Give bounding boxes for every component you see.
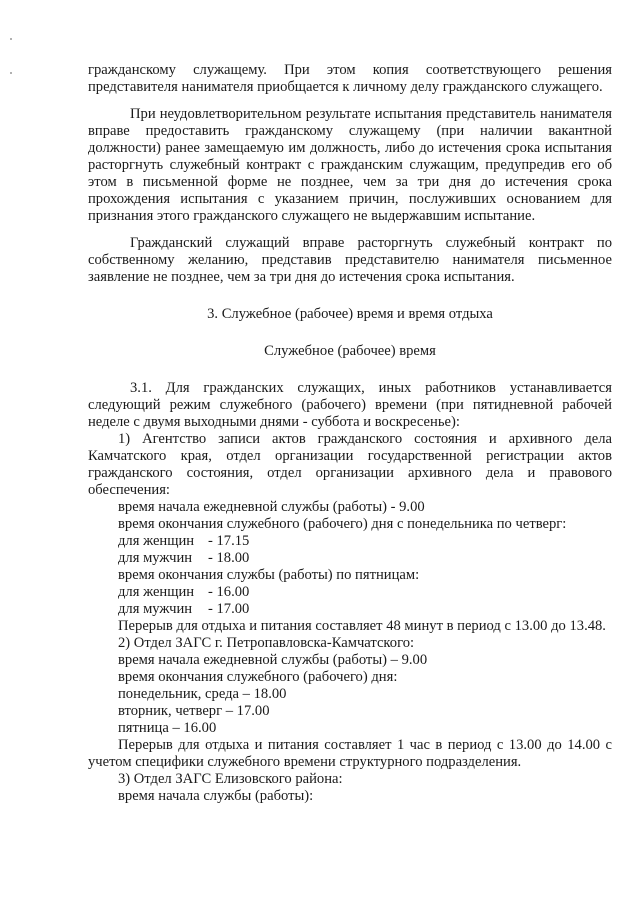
paragraph-own-will: Гражданский служащий вправе расторгнуть служебный контракт по собственному желанию, представив представителю нанимателя письменное заявление не позднее, чем за три дня до истечения срока испытания. bbox=[88, 235, 612, 285]
item1-start: время начала ежедневной службы (работы) - 9.00 bbox=[118, 499, 425, 515]
men-label: для мужчин bbox=[118, 550, 193, 566]
item1-end-fri: время окончания службы (работы) по пятницам: bbox=[118, 567, 420, 583]
item1-women-mon-thu-row bbox=[88, 533, 612, 550]
item2-end: время окончания служебного (рабочего) дня: bbox=[118, 669, 398, 685]
item2-mon-wed: понедельник, среда – 18.00 bbox=[118, 686, 287, 702]
men-label: для мужчин bbox=[118, 601, 193, 617]
paragraph-3-1: 3.1. Для гражданских служащих, иных работников устанавливается следующий режим служебного (рабочего) времени (при пятидневной рабочей неделе с двумя выходными днями - суббота и воскресенье): bbox=[88, 380, 612, 430]
item2-start: время начала ежедневной службы (работы) – 9.00 bbox=[118, 652, 428, 668]
item2-fri: пятница – 16.00 bbox=[118, 720, 217, 736]
scan-speck bbox=[10, 72, 12, 74]
scan-speck bbox=[10, 38, 12, 40]
item1-break: Перерыв для отдыха и питания составляет 48 минут в период с 13.00 до 13.48. bbox=[118, 618, 606, 634]
section-heading: 3. Служебное (рабочее) время и время отдыха bbox=[207, 306, 493, 322]
item2-schedule bbox=[88, 652, 612, 737]
item1-end-mon-thu: время окончания служебного (рабочего) дня с понедельника по четверг: bbox=[118, 516, 567, 532]
women-label: для женщин bbox=[118, 584, 195, 600]
item3-title: 3) Отдел ЗАГС Елизовского района: bbox=[118, 771, 343, 787]
paragraph-top: гражданскому служащему. При этом копия соответствующего решения представителя нанимателя приобщается к личному делу гражданского служащего. bbox=[88, 62, 612, 95]
paragraph-unsatisfactory-result: При неудовлетворительном результате испытания представитель нанимателя вправе предоставить гражданскому служащему (при наличии вакантной должности) ранее замещаемую им должность, либо до истечения срока испытания расторгнуть служебный контракт с гражданским служащим, предупредив его об этом в письменной форме не позднее, чем за три дня до истечения срока прохождения испытания с указанием причин, послуживших основанием для признания этого гражданского служащего не выдержавшим испытание. bbox=[88, 106, 612, 224]
item3-start: время начала службы (работы): bbox=[118, 788, 314, 804]
document-page bbox=[88, 62, 612, 805]
item1-title: 1) Агентство записи актов гражданского состояния и архивного дела Камчатского края, отдел организации государственной регистрации актов гражданского состояния, отдел организации архивного дела и правового обеспечения: bbox=[88, 431, 612, 498]
item1-women-fri-row bbox=[88, 584, 612, 601]
item2-tue-thu: вторник, четверг – 17.00 bbox=[118, 703, 270, 719]
men-time: - 17.00 bbox=[208, 601, 250, 617]
men-time: - 18.00 bbox=[208, 550, 250, 566]
women-time: - 17.15 bbox=[208, 533, 250, 549]
women-time: - 16.00 bbox=[208, 584, 250, 600]
item2-title: 2) Отдел ЗАГС г. Петропавловска-Камчатского: bbox=[118, 635, 415, 651]
item1-schedule bbox=[88, 499, 612, 618]
item1-men-fri-row bbox=[88, 601, 612, 618]
subheading: Служебное (рабочее) время bbox=[264, 343, 436, 359]
women-label: для женщин bbox=[118, 533, 195, 549]
item3-schedule bbox=[88, 788, 612, 805]
item1-men-mon-thu-row bbox=[88, 550, 612, 567]
item2-break: Перерыв для отдыха и питания составляет 1 час в период с 13.00 до 14.00 с учетом специфики служебного времени структурного подразделения. bbox=[88, 737, 612, 770]
